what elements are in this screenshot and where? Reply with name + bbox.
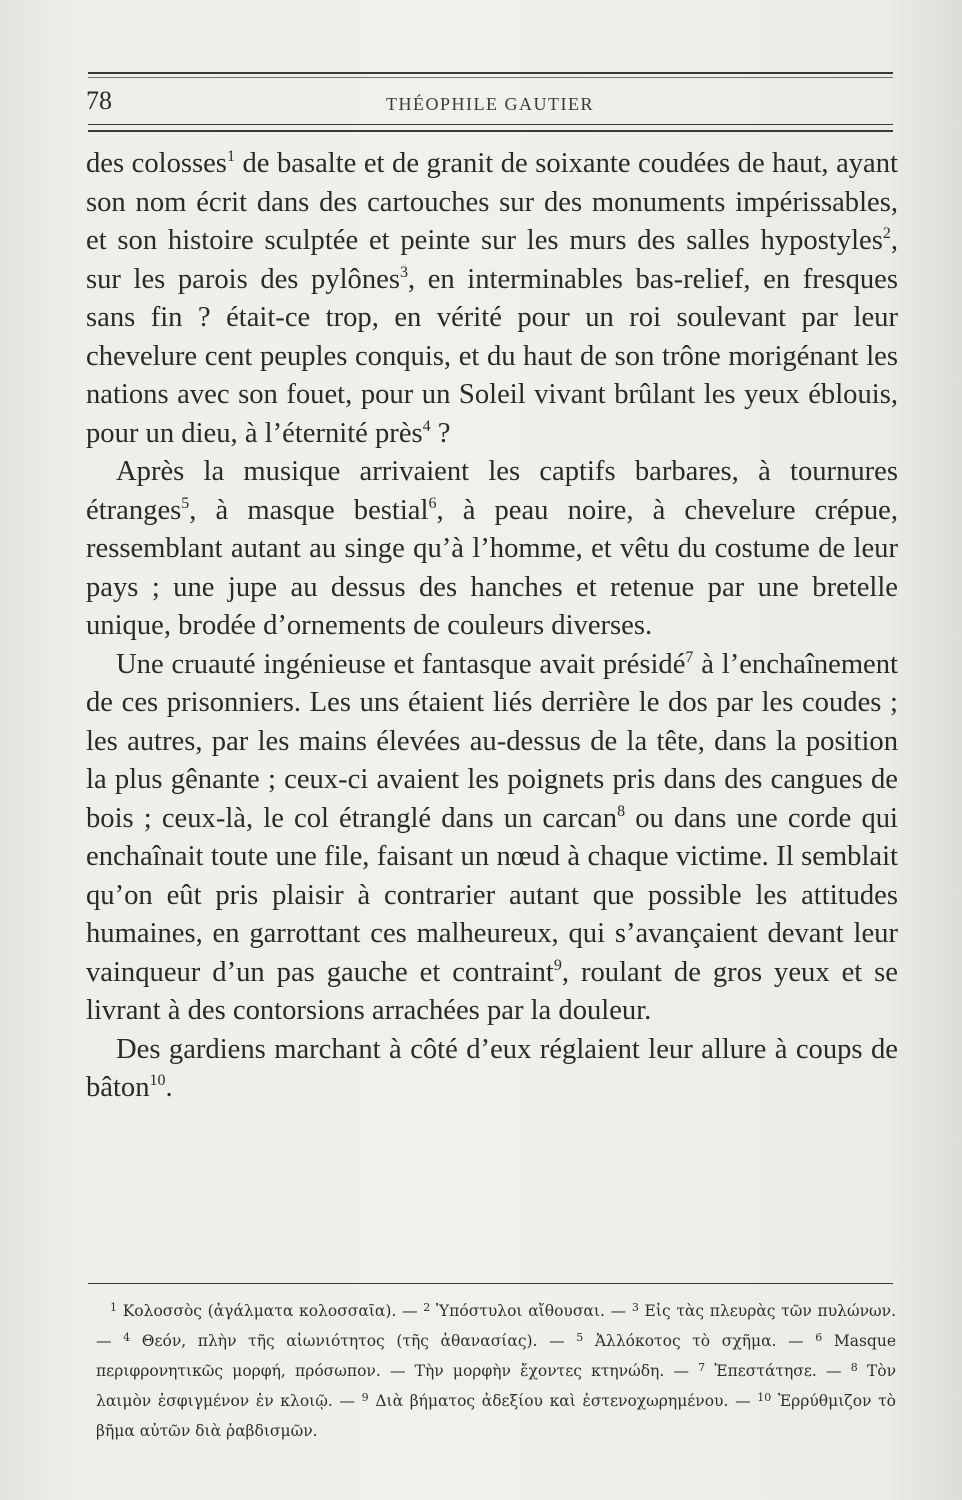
top-thin-rule (88, 77, 893, 78)
text-run: à l’enchaînement de ces prisonniers. Les uns étaient liés derrière le dos par les coudes ; les autres, par les mains élevées au-dessus de la tête, dans la position la plus gênante ; ceux-ci avaient les poignets pris dans des cangues de bois ; ceux-là, le col étranglé dans un carcan (86, 648, 898, 834)
footnote-number: 8 (850, 1361, 858, 1374)
footnote-ref: 4 (422, 417, 431, 435)
top-double-rule (88, 72, 893, 74)
running-title: THÉOPHILE GAUTIER (386, 94, 594, 114)
text-run: ? (430, 417, 451, 449)
page-header (86, 84, 894, 120)
footnote-ref: 9 (553, 956, 562, 974)
footnote-item (123, 1332, 537, 1350)
footnote-ref: 6 (428, 494, 437, 512)
footnote-text: Κολοσσὸς (ἀγάλματα κολοσσαῖα). (122, 1302, 397, 1320)
footnote-text: Εἰς τὰς πλευρὰς τῶν πυλώνων. (644, 1302, 897, 1320)
footnote-text: Τὸν λαιμὸν ἐσφιγμένον ἐν κλοιῷ. (96, 1362, 896, 1410)
footnote-ref: 5 (181, 494, 190, 512)
body-paragraph (86, 1031, 898, 1108)
footnote-ref: 10 (149, 1072, 166, 1089)
text-run: de basalte et de granit de soixante coudées de haut, ayant son nom écrit dans des cartouches sur des monuments impérissables, et son histoire sculptée et peinte sur les murs des salles hypostyles (86, 148, 898, 256)
footnote-ref: 1 (226, 148, 235, 165)
footnote-number: 1 (110, 1301, 117, 1314)
footnote-item (362, 1392, 729, 1410)
footnote-number: 2 (423, 1301, 431, 1314)
text-run: , sur les parois des pylônes (86, 225, 898, 295)
footnote-number: 9 (361, 1391, 369, 1404)
footnote-number: 3 (631, 1301, 639, 1314)
footnote-text: Θεόν, πλὴν τῆς αἰωνιότητος (τῆς ἀθανασίας). (141, 1332, 538, 1350)
footnote-text: Ἐρρύθμιζον τὸ βῆμα αὐτῶν διὰ ῥαβδισμῶν. (96, 1392, 897, 1440)
text-run: des colosses (86, 148, 227, 179)
footnote-separator (88, 1283, 893, 1284)
page-number: 78 (86, 86, 112, 115)
footnote-item (423, 1302, 605, 1320)
footnote-ref: 7 (685, 648, 694, 666)
body-paragraph (86, 453, 898, 646)
footnote-item (698, 1362, 817, 1380)
footnote-ref: 3 (399, 263, 408, 281)
footnote-ref: 8 (617, 802, 626, 820)
footnote-text: Ἐπεστάτησε. (714, 1362, 817, 1380)
footnote-number: 6 (815, 1331, 823, 1344)
text-run: ou dans une corde qui enchaînait toute une file, faisant un nœud à chaque victime. Il semblait qu’on eût pris plaisir à contrarier autant que possible les attitudes humaines, en garrottant ces malheureux, qui s’avançaient devant leur vainqueur d’un pas gauche et contraint (86, 802, 898, 988)
text-run: , roulant de gros yeux et se livrant à des contorsions arrachées par la douleur. (86, 956, 898, 1026)
footnote-number: 10 (757, 1391, 772, 1404)
footnote-item (576, 1332, 776, 1350)
footnote-text: Ἀλλόκοτος τὸ σχῆμα. (594, 1332, 777, 1350)
footnote-number: 5 (576, 1331, 584, 1344)
text-run: Après la musique arrivaient les captifs barbares, à tournures étranges (86, 456, 898, 526)
footnote-number: 7 (698, 1361, 706, 1374)
header-thick-rule (88, 130, 893, 132)
text-run: , à masque bestial (189, 494, 429, 526)
footnotes (96, 1296, 896, 1446)
header-thin-rule (88, 124, 893, 125)
text-run: , en interminables bas-relief, en fresques sans fin ? était-ce trop, en vérité pour un roi soulevant par leur chevelure cent peuples conquis, et du haut de son trône morigénant les nations avec son fouet, pour un Soleil vivant brûlant les yeux éblouis, pour un dieu, à l’éternité près (86, 263, 898, 449)
body-paragraph (86, 145, 898, 453)
main-text (86, 145, 898, 1108)
text-run: Une cruauté ingénieuse et fantasque avait présidé (116, 648, 686, 680)
text-run: Des gardiens marchant à côté d’eux réglaient leur allure à coups de bâton (86, 1033, 898, 1103)
footnote-item (632, 1302, 896, 1320)
footnotes-paragraph: $^1$ Κολοσσὸς (ἀγάλματα κολοσσαῖα). — $^2$ Ὑπόστυλοι αἴθουσαι. — $^3$ Εἰς τὰς πλευρὰς τῶν πυλώνων. — $^4$ Θεόν, πλὴν τῆς αἰωνιότητος (τῆς ἀθανασίας). — $^5$ Ἀλλόκοτος τὸ σχῆμα. — $^6$ Masque περιφρονητικῶς μορφή, πρόσωπον. — Τὴν μορφὴν ἔχοντες κτηνώδη. — $^7$ Ἐπεστάτησε. — $^8$ Τὸν λαιμὸν ἐσφιγμένον ἐν κλοιῷ. — $^9$ Διὰ βήματος ἀδεξίου καὶ ἐστενοχωρημένου. — $^{10}$ Ἐρρύθμιζον τὸ βῆμα αὐτῶν διὰ ῥαβδισμῶν. (96, 1301, 897, 1440)
text-run: , à peau noire, à chevelure crépue, ressemblant autant au singe qu’à l’homme, et vêtu du costume de leur pays ; une jupe au dessus des hanches et retenue par une bretelle unique, brodée d’ornements de couleurs diverses. (86, 494, 898, 641)
footnote-ref: 2 (882, 225, 891, 242)
body-paragraph (86, 646, 898, 1031)
footnote-text: Masque περιφρονητικῶς μορφή, πρόσωπον. — Τὴν μορφὴν ἔχοντες κτηνώδη. (96, 1332, 896, 1380)
footnote-item (110, 1302, 396, 1320)
footnote-number: 4 (123, 1331, 131, 1344)
footnote-text: Ὑπόστυλοι αἴθουσαι. (436, 1302, 605, 1320)
footnote-text: Διὰ βήματος ἀδεξίου καὶ ἐστενοχωρημένου. (375, 1392, 729, 1410)
text-run: . (165, 1072, 173, 1103)
